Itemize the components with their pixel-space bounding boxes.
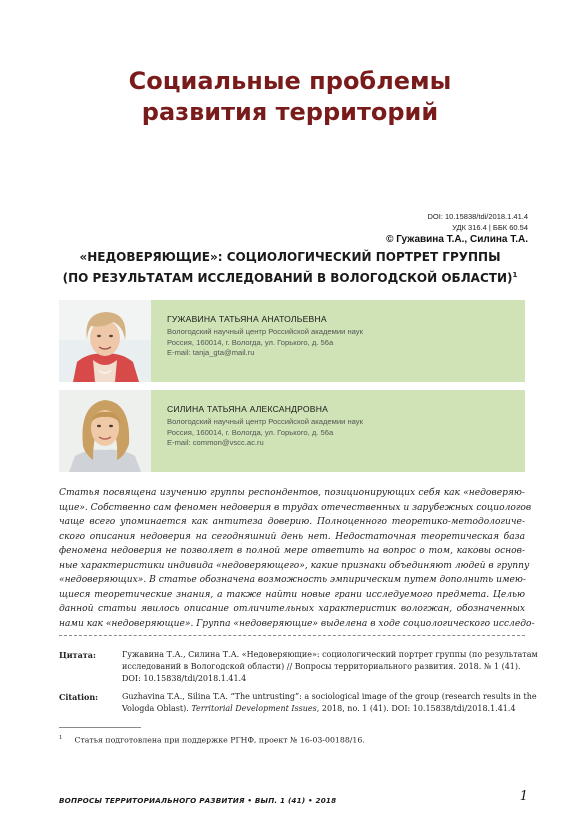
abstract (59, 486, 535, 631)
footnote-mark: 1 (59, 735, 63, 741)
article-title-line-2 (0, 266, 580, 287)
abstract-line: чаще всего упоминается как антитеза доверию. Полноценного теоретико-методологиче- (59, 517, 525, 527)
footnote-text: Статья подготовлена при поддержке РГНФ, проект № 16-03-00188/16. (74, 735, 365, 745)
author-card-2 (59, 390, 525, 472)
abstract-line: ского описания недоверия на сегодняшний день нет. Недостаточная теоретическая база (59, 531, 525, 542)
author-org-2: Вологодский научный центр Российской академии наук (167, 417, 363, 426)
author-name-1: ГУЖАВИНА ТАТЬЯНА АНАТОЛЬЕВНА (167, 314, 327, 324)
journal-title (0, 66, 580, 128)
article-title-line-2-text: (ПО РЕЗУЛЬТАТАМ ИССЛЕДОВАНИЙ В ВОЛОГОДСКОЙ ОБЛАСТИ) (62, 271, 513, 285)
author-card-1 (59, 300, 525, 382)
article-title-line-1: «НЕДОВЕРЯЮЩИЕ»: СОЦИОЛОГИЧЕСКИЙ ПОРТРЕТ ГРУППЫ (79, 250, 501, 264)
citation-en-line (122, 703, 525, 715)
footnote-ref[interactable]: 1 (512, 271, 518, 279)
abstract-line: «недоверяющих». В статье обозначена возможность эмпирическим путем дополнить имею- (59, 575, 526, 585)
journal-title-line-1: Социальные проблемы (128, 67, 452, 95)
citation-text-ru (122, 649, 538, 686)
abstract-line: Статья посвящена изучению группы респондентов, позиционирующих себя как «недоверяю- (59, 488, 525, 498)
abstract-line: ные характеристики индивида «недоверяющего», какие признаки объединяют людей в группу (59, 560, 530, 571)
author-info-2 (151, 390, 525, 472)
udk-bbk: УДК 316.4 | ББК 60.54 (452, 223, 528, 232)
author-address-1: Россия, 160014, г. Вологда, ул. Горького, д. 56а (167, 337, 334, 347)
citation-en-line: Guzhavina T.A., Silina T.A. “The untrusting”: a sociological image of the group (research results in the (122, 692, 537, 701)
abstract-line: данной статьи явилось описание отличительных характеристик вологжан, обозначенных (59, 604, 525, 614)
author-email-2[interactable]: E-mail: common@vscc.ac.ru (167, 438, 264, 447)
abstract-line: щиеся теоретические знания, а также найти новые грани исследуемого предмета. Целью (59, 589, 525, 600)
page-number: 1 (519, 789, 528, 804)
citation-label-ru: Цитата: (59, 650, 96, 660)
citation-en-journal: Territorial Development Issues (191, 704, 317, 714)
citation-ru-line: исследований в Вологодской области) // Вопросы территориального развития. 2018. № 1 (41). (122, 662, 521, 672)
citation-ru-line[interactable]: DOI: 10.15838/tdi/2018.1.41.4 (122, 674, 247, 684)
dashed-divider (59, 635, 525, 636)
author-photo-2 (59, 390, 151, 472)
doi[interactable]: DOI: 10.15838/tdi/2018.1.41.4 (427, 212, 528, 221)
citation-en-text: , 2018, no. 1 (41). DOI: 10.15838/tdi/2018.1.41.4 (316, 704, 516, 714)
author-name-2: СИЛИНА ТАТЬЯНА АЛЕКСАНДРОВНА (167, 404, 329, 414)
abstract-line: щие». Собственно сам феномен недоверия в трудах отечественных и зарубежных социологов (59, 502, 532, 513)
author-address-2: Россия, 160014, г. Вологда, ул. Горького, д. 56а (167, 427, 334, 437)
author-email-1[interactable]: E-mail: tanja_gta@mail.ru (167, 348, 255, 357)
author-photo-1 (59, 300, 151, 382)
citation-label-en: Citation: (59, 692, 99, 702)
article-title (0, 248, 580, 287)
authors-copyright: © Гужавина Т.А., Силина Т.А. (386, 234, 528, 245)
abstract-line: феномена недоверия не позволяет в полной мере ответить на вопрос о том, каковы основ- (59, 546, 525, 556)
footnote (59, 735, 365, 745)
citation-en-text: Vologda Oblast). (122, 704, 192, 714)
citation-ru-line: Гужавина Т.А., Силина Т.А. «Недоверяющие»: социологический портрет группы (по результатам (122, 650, 538, 659)
journal-title-line-2: развития территорий (141, 98, 439, 126)
abstract-line: нами как «недоверяющие». Группа «недоверяющие» выделена в ходе социологического исследо- (59, 618, 535, 629)
author-org-1: Вологодский научный центр Российской академии наук (167, 327, 363, 336)
footnote-rule (59, 727, 141, 728)
citation-text-en (122, 691, 537, 715)
author-info-1 (151, 300, 525, 382)
running-footer: ВОПРОСЫ ТЕРРИТОРИАЛЬНОГО РАЗВИТИЯ • ВЫП. 1 (41) • 2018 (59, 796, 337, 805)
